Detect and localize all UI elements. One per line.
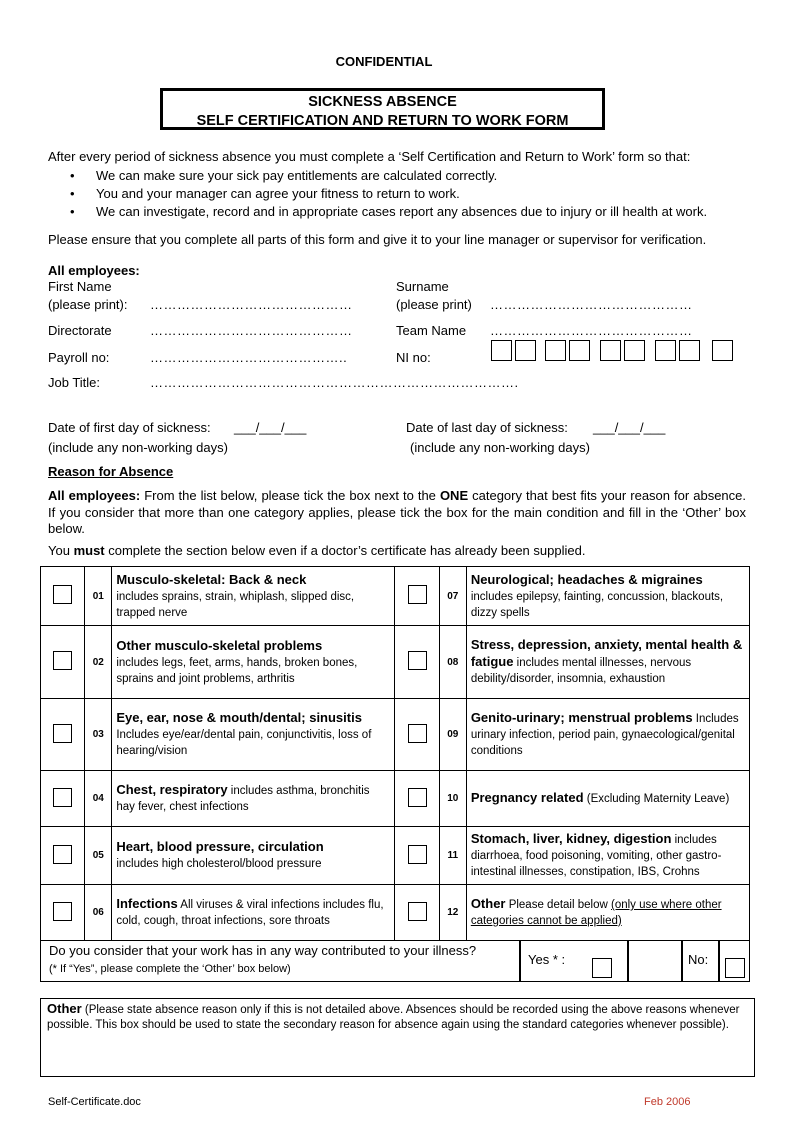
work-contribution-question [40, 940, 750, 982]
category-checkbox-06[interactable] [53, 902, 72, 921]
category-checkbox-01[interactable] [53, 585, 72, 604]
ni-digit-box[interactable] [655, 340, 676, 361]
first-day-label: Date of first day of sickness: [48, 420, 211, 435]
team-name-field[interactable]: ……………………………………… [490, 323, 693, 338]
ni-digit-box[interactable] [491, 340, 512, 361]
category-desc [112, 699, 395, 771]
ni-box-group-5 [712, 340, 733, 361]
category-desc [112, 885, 395, 941]
reason-para-a: From the list below, please tick the box next to the [140, 488, 440, 503]
category-number: 09 [439, 699, 466, 771]
question-text: Do you consider that your work has in any way contributed to your illness? [49, 943, 477, 958]
surname-field[interactable]: ……………………………………… [490, 297, 693, 312]
divider [519, 940, 521, 981]
first-name-label-sub: (please print): [48, 297, 128, 312]
category-number: 11 [439, 827, 466, 885]
checkbox-cell [395, 771, 439, 827]
surname-label: Surname [396, 279, 449, 294]
category-detail: includes diarrhoea, food poisoning, vomiting, other gastro-intestinal illnesses, constipation, IBS, Crohns [470, 834, 722, 878]
category-title: Neurological; headaches & migraines [470, 571, 703, 587]
category-checkbox-10[interactable] [408, 788, 427, 807]
category-title: Pregnancy related [470, 790, 584, 805]
no-checkbox[interactable] [725, 958, 745, 978]
footer-date: Feb 2006 [644, 1096, 691, 1108]
payroll-field[interactable]: …………………………………….. [150, 350, 348, 365]
bullet-item: • We can make sure your sick pay entitlements are calculated correctly. [48, 167, 707, 185]
no-label: No: [688, 952, 709, 967]
category-detail: includes epilepsy, fainting, concussion, blackouts, dizzy spells [470, 590, 724, 619]
directorate-label: Directorate [48, 323, 112, 338]
checkbox-cell [41, 567, 85, 626]
category-desc [466, 567, 749, 626]
reason-para-b: category that best fits your reason for absence. If you consider that more than one category applies, please tick the box for the main condition and fill in the ‘Other’ box below. [48, 488, 746, 536]
category-detail: All viruses & viral infections includes flu, cold, cough, throat infections, sore throats [116, 899, 384, 927]
table-row [41, 885, 750, 941]
category-title: Eye, ear, nose & mouth/dental; sinusitis [116, 710, 362, 725]
category-title: Heart, blood pressure, circulation [116, 839, 324, 854]
first-name-label: First Name [48, 279, 112, 294]
checkbox-cell [41, 626, 85, 699]
divider [718, 940, 720, 981]
first-day-field[interactable]: ___/___/___ [234, 420, 307, 435]
absence-category-table [40, 566, 750, 941]
category-number: 10 [439, 771, 466, 827]
category-detail: Includes urinary infection, period pain, gynaecological/genital conditions [470, 713, 739, 757]
ni-digit-box[interactable] [545, 340, 566, 361]
category-desc [466, 885, 749, 941]
checkbox-cell [395, 699, 439, 771]
job-title-field[interactable]: ………………………………………………………………………. [150, 375, 519, 390]
ni-box-group-3 [600, 340, 645, 361]
ni-box-group-2 [545, 340, 590, 361]
payroll-label: Payroll no: [48, 350, 110, 365]
checkbox-cell [41, 699, 85, 771]
category-desc [112, 626, 395, 699]
category-title: Infections [116, 896, 178, 911]
job-title-label: Job Title: [48, 375, 101, 390]
category-checkbox-05[interactable] [53, 845, 72, 864]
category-number: 08 [439, 626, 466, 699]
category-title: Other musculo-skeletal problems [116, 637, 323, 653]
category-number: 02 [85, 626, 112, 699]
category-number: 05 [85, 827, 112, 885]
table-row [41, 771, 750, 827]
last-day-sub: (include any non-working days) [410, 440, 590, 455]
checkbox-cell [41, 771, 85, 827]
team-name-label: Team Name [396, 323, 467, 338]
category-number: 07 [439, 567, 466, 626]
footer-filename: Self-Certificate.doc [48, 1096, 141, 1108]
first-day-sub: (include any non-working days) [48, 440, 228, 455]
ni-box-group-4 [655, 340, 700, 361]
category-desc [466, 827, 749, 885]
category-detail-underlined: (only use where other categories cannot be applied) [470, 899, 722, 927]
category-number: 12 [439, 885, 466, 941]
category-desc [466, 699, 749, 771]
category-title: Stomach, liver, kidney, digestion [470, 831, 672, 846]
category-number: 01 [85, 567, 112, 626]
reason-instructions [48, 488, 746, 538]
must-c: complete the section below even if a doctor’s certificate has already been supplied. [104, 543, 586, 558]
category-detail: includes asthma, bronchitis hay fever, chest infections [116, 785, 370, 813]
all-employees-heading: All employees: [48, 263, 140, 278]
surname-label-sub: (please print) [396, 297, 472, 312]
category-detail: (Excluding Maternity Leave) [586, 793, 730, 805]
table-row [41, 626, 750, 699]
category-desc [466, 626, 749, 699]
checkbox-cell [395, 885, 439, 941]
confidential-label: CONFIDENTIAL [335, 54, 433, 69]
question-note: (* If “Yes”, please complete the ‘Other’ box below) [49, 963, 291, 975]
category-detail: includes legs, feet, arms, hands, broken bones, sprains and joint problems, arthritis [116, 656, 358, 685]
reason-para-bold: All employees: [48, 488, 141, 503]
category-number: 04 [85, 771, 112, 827]
category-checkbox-02[interactable] [53, 651, 72, 670]
ni-box-group-1 [491, 340, 536, 361]
other-box-title: Other [47, 1001, 82, 1016]
yes-checkbox[interactable] [592, 958, 612, 978]
checkbox-cell [395, 626, 439, 699]
must-complete-text [48, 543, 746, 560]
table-row [41, 827, 750, 885]
divider [681, 940, 683, 981]
ni-digit-box[interactable] [515, 340, 536, 361]
form-title-line2: SELF CERTIFICATION AND RETURN TO WORK FORM [196, 113, 569, 129]
category-checkbox-08[interactable] [408, 651, 427, 670]
category-detail: Please detail below [508, 899, 611, 911]
form-title-line1: SICKNESS ABSENCE [308, 94, 457, 110]
form-title-box [160, 88, 605, 130]
reason-para-one: ONE [439, 488, 469, 503]
checkbox-cell [41, 827, 85, 885]
category-desc [112, 827, 395, 885]
category-number: 03 [85, 699, 112, 771]
ni-digit-box[interactable] [569, 340, 590, 361]
yes-label: Yes * : [528, 952, 566, 967]
category-title: Genito-urinary; menstrual problems [470, 710, 693, 725]
category-title: Other [470, 896, 506, 911]
checkbox-cell [41, 885, 85, 941]
category-number: 06 [85, 885, 112, 941]
ni-label: NI no: [396, 350, 431, 365]
first-name-field[interactable]: ……………………………………… [150, 297, 353, 312]
category-checkbox-12[interactable] [408, 902, 427, 921]
directorate-field[interactable]: ……………………………………… [150, 323, 353, 338]
category-desc [112, 771, 395, 827]
category-detail: includes sprains, strain, whiplash, slipped disc, trapped nerve [116, 590, 355, 619]
category-detail: Includes eye/ear/dental pain, conjunctivitis, loss of hearing/vision [116, 729, 372, 757]
ni-digit-box[interactable] [600, 340, 621, 361]
category-checkbox-07[interactable] [408, 585, 427, 604]
category-checkbox-04[interactable] [53, 788, 72, 807]
must-b: must [73, 543, 105, 558]
last-day-field[interactable]: ___/___/___ [593, 420, 666, 435]
category-detail: includes mental illnesses, nervous debility/disorder, insomnia, exhaustion [470, 657, 692, 685]
bullet-item: • You and your manager can agree your fitness to return to work. [48, 185, 707, 203]
ni-digit-box[interactable] [624, 340, 645, 361]
ni-digit-box[interactable] [712, 340, 733, 361]
last-day-label: Date of last day of sickness: [406, 420, 568, 435]
intro-text: After every period of sickness absence you must complete a ‘Self Certification and Return to Work’ form so that: [48, 149, 691, 164]
must-a: You [48, 543, 74, 558]
checkbox-cell [395, 567, 439, 626]
divider [627, 940, 629, 981]
category-checkbox-03[interactable] [53, 724, 72, 743]
category-detail: includes high cholesterol/blood pressure [116, 858, 322, 870]
checkbox-cell [395, 827, 439, 885]
category-title: Musculo-skeletal: Back & neck [116, 571, 307, 587]
category-checkbox-11[interactable] [408, 845, 427, 864]
intro-bullets [48, 167, 707, 221]
table-row [41, 699, 750, 771]
other-box-text: (Please state absence reason only if this is not detailed above. Absences should be recorded using the above reasons whenever possible. This box should be used to state the secondary reason for absence again using the standard categories whenever possible). [47, 1004, 740, 1031]
category-desc [112, 567, 395, 626]
category-checkbox-09[interactable] [408, 724, 427, 743]
ni-digit-box[interactable] [679, 340, 700, 361]
category-title: Stress, depression, anxiety, mental health & fatigue [470, 637, 743, 669]
bullet-item: • We can investigate, record and in appropriate cases report any absences due to injury or ill health at work. [48, 203, 707, 221]
other-reason-box[interactable] [40, 998, 755, 1077]
category-desc [466, 771, 749, 827]
reason-heading: Reason for Absence [48, 464, 174, 479]
category-title: Chest, respiratory [116, 782, 228, 797]
table-row [41, 567, 750, 626]
ensure-text: Please ensure that you complete all parts of this form and give it to your line manager or supervisor for verification. [48, 232, 707, 247]
